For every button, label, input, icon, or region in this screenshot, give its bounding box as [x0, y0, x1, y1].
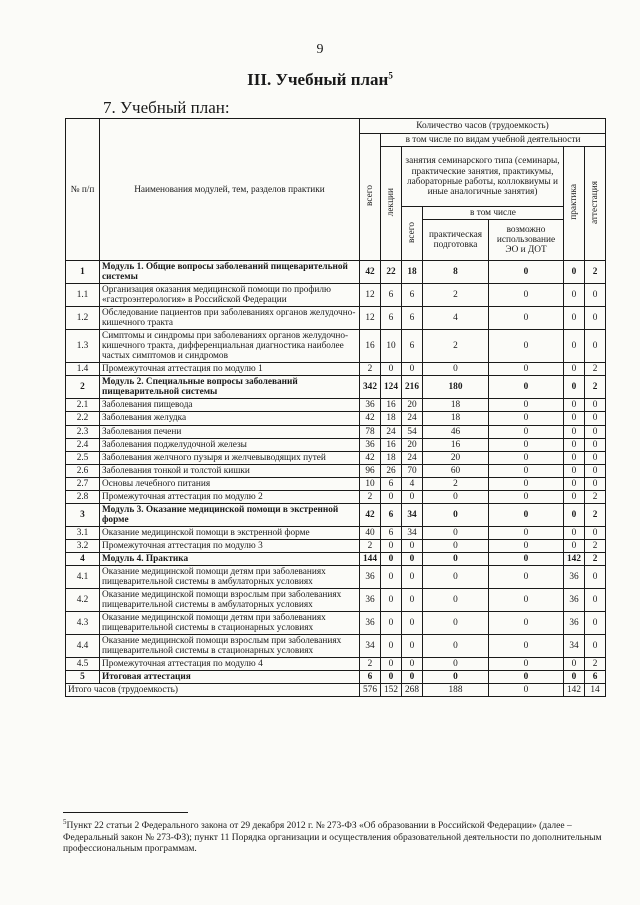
row-attestation: 0 [585, 438, 606, 451]
row-name: Оказание медицинской помощи взрослым при заболеваниях пищеварительной системы в стационарных условиях [100, 635, 360, 658]
table-row [66, 635, 606, 658]
header-practice [564, 147, 585, 261]
row-attestation: 2 [585, 363, 606, 376]
total-practice: 142 [564, 684, 585, 697]
row-attestation: 6 [585, 671, 606, 684]
page-number: 9 [316, 42, 324, 57]
table-row [66, 412, 606, 425]
row-practical: 20 [423, 451, 489, 464]
row-practice: 36 [564, 611, 585, 634]
row-practical: 18 [423, 399, 489, 412]
row-total: 42 [360, 261, 381, 284]
row-total: 36 [360, 611, 381, 634]
row-seminar: 6 [402, 307, 423, 330]
header-attestation-text: аттестация [590, 180, 600, 224]
row-remote: 0 [489, 330, 564, 363]
row-remote: 0 [489, 658, 564, 671]
table-row [66, 611, 606, 634]
row-seminar: 216 [402, 376, 423, 399]
row-remote: 0 [489, 363, 564, 376]
plan-heading: 7. Учебный план: [103, 98, 230, 117]
row-seminar: 6 [402, 330, 423, 363]
row-remote: 0 [489, 671, 564, 684]
row-name: Модуль 4. Практика [100, 552, 360, 565]
row-total: 34 [360, 635, 381, 658]
row-attestation: 0 [585, 284, 606, 307]
row-total: 12 [360, 284, 381, 307]
row-total: 36 [360, 399, 381, 412]
header-practical: практическая подготовка [423, 220, 489, 261]
row-total: 96 [360, 464, 381, 477]
row-seminar: 24 [402, 451, 423, 464]
row-practical: 180 [423, 376, 489, 399]
header-all [360, 134, 381, 261]
row-attestation: 0 [585, 635, 606, 658]
table-body [66, 261, 606, 684]
footnote [63, 818, 608, 855]
row-practical: 0 [423, 490, 489, 503]
row-remote: 0 [489, 376, 564, 399]
table-row [66, 658, 606, 671]
row-practical: 2 [423, 330, 489, 363]
table-row [66, 399, 606, 412]
row-remote: 0 [489, 284, 564, 307]
row-practical: 0 [423, 658, 489, 671]
row-seminar: 0 [402, 552, 423, 565]
row-name: Модуль 3. Оказание медицинской помощи в экстренной форме [100, 503, 360, 526]
row-practice: 0 [564, 671, 585, 684]
row-practice: 36 [564, 588, 585, 611]
row-attestation: 2 [585, 539, 606, 552]
row-remote: 0 [489, 611, 564, 634]
row-remote: 0 [489, 588, 564, 611]
total-practical: 188 [423, 684, 489, 697]
row-attestation: 2 [585, 658, 606, 671]
row-num: 4.1 [66, 565, 100, 588]
row-name: Основы лечебного питания [100, 477, 360, 490]
row-lectures: 0 [381, 658, 402, 671]
table-row [66, 490, 606, 503]
row-seminar: 0 [402, 490, 423, 503]
row-num: 4.5 [66, 658, 100, 671]
row-practice: 0 [564, 330, 585, 363]
row-lectures: 6 [381, 503, 402, 526]
row-remote: 0 [489, 526, 564, 539]
total-all: 576 [360, 684, 381, 697]
row-practical: 2 [423, 477, 489, 490]
row-remote: 0 [489, 451, 564, 464]
row-name: Заболевания желудка [100, 412, 360, 425]
row-name: Промежуточная аттестация по модулю 1 [100, 363, 360, 376]
row-lectures: 22 [381, 261, 402, 284]
curriculum-table [65, 118, 606, 697]
row-practical: 0 [423, 671, 489, 684]
row-practical: 8 [423, 261, 489, 284]
row-practice: 0 [564, 363, 585, 376]
row-practice: 0 [564, 399, 585, 412]
table-row [66, 539, 606, 552]
header-name: Наименования модулей, тем, разделов практики [100, 119, 360, 261]
row-name: Заболевания желчного пузыря и желчевыводящих путей [100, 451, 360, 464]
row-num: 1.2 [66, 307, 100, 330]
row-remote: 0 [489, 412, 564, 425]
row-num: 2.7 [66, 477, 100, 490]
header-lectures-text: лекции [385, 187, 396, 217]
row-attestation: 0 [585, 565, 606, 588]
row-practice: 0 [564, 376, 585, 399]
row-lectures: 124 [381, 376, 402, 399]
row-total: 78 [360, 425, 381, 438]
row-name: Заболевания поджелудочной железы [100, 438, 360, 451]
row-total: 2 [360, 490, 381, 503]
row-lectures: 0 [381, 611, 402, 634]
row-num: 2 [66, 376, 100, 399]
row-lectures: 6 [381, 307, 402, 330]
row-lectures: 6 [381, 284, 402, 307]
table-row [66, 565, 606, 588]
row-lectures: 0 [381, 539, 402, 552]
footnote-reference: 5 [388, 70, 393, 81]
row-num: 4.3 [66, 611, 100, 634]
row-lectures: 0 [381, 565, 402, 588]
row-total: 12 [360, 307, 381, 330]
row-lectures: 0 [381, 588, 402, 611]
row-attestation: 0 [585, 412, 606, 425]
row-remote: 0 [489, 503, 564, 526]
row-num: 4.2 [66, 588, 100, 611]
header-incl: в том числе [423, 207, 564, 220]
row-lectures: 16 [381, 438, 402, 451]
row-total: 42 [360, 412, 381, 425]
row-practice: 0 [564, 284, 585, 307]
table-row [66, 464, 606, 477]
row-practical: 0 [423, 588, 489, 611]
row-practice: 36 [564, 565, 585, 588]
row-total: 36 [360, 565, 381, 588]
row-attestation: 2 [585, 490, 606, 503]
row-practical: 0 [423, 363, 489, 376]
row-total: 10 [360, 477, 381, 490]
row-attestation: 0 [585, 451, 606, 464]
row-seminar: 4 [402, 477, 423, 490]
row-practical: 0 [423, 503, 489, 526]
row-seminar: 0 [402, 671, 423, 684]
row-name: Модуль 1. Общие вопросы заболеваний пищеварительной системы [100, 261, 360, 284]
row-remote: 0 [489, 477, 564, 490]
header-num: № п/п [66, 119, 100, 261]
row-name: Оказание медицинской помощи детям при заболеваниях пищеварительной системы в амбулаторных условиях [100, 565, 360, 588]
row-practical: 16 [423, 438, 489, 451]
row-attestation: 0 [585, 611, 606, 634]
row-num: 2.3 [66, 425, 100, 438]
table-row [66, 284, 606, 307]
row-practice: 0 [564, 438, 585, 451]
row-lectures: 0 [381, 671, 402, 684]
row-name: Заболевания печени [100, 425, 360, 438]
row-practice: 0 [564, 261, 585, 284]
row-seminar: 20 [402, 438, 423, 451]
section-title-text: III. Учебный план [247, 70, 389, 89]
row-num: 4 [66, 552, 100, 565]
row-num: 2.5 [66, 451, 100, 464]
row-practice: 0 [564, 503, 585, 526]
row-num: 2.4 [66, 438, 100, 451]
row-lectures: 24 [381, 425, 402, 438]
table-row [66, 451, 606, 464]
row-lectures: 10 [381, 330, 402, 363]
row-num: 1.3 [66, 330, 100, 363]
total-label: Итого часов (трудоемкость) [66, 684, 360, 697]
row-total: 40 [360, 526, 381, 539]
header-seminar-all-text: всего [406, 221, 417, 243]
row-attestation: 0 [585, 307, 606, 330]
table-row [66, 552, 606, 565]
row-practical: 0 [423, 552, 489, 565]
row-attestation: 0 [585, 464, 606, 477]
row-name: Итоговая аттестация [100, 671, 360, 684]
row-num: 3.2 [66, 539, 100, 552]
row-attestation: 0 [585, 477, 606, 490]
table-row [66, 376, 606, 399]
row-practice: 0 [564, 490, 585, 503]
row-seminar: 54 [402, 425, 423, 438]
table-row [66, 503, 606, 526]
table-footer [66, 684, 606, 697]
row-attestation: 2 [585, 376, 606, 399]
total-attestation: 14 [585, 684, 606, 697]
table-row [66, 671, 606, 684]
row-remote: 0 [489, 399, 564, 412]
row-practice: 0 [564, 425, 585, 438]
row-attestation: 2 [585, 503, 606, 526]
row-practical: 0 [423, 526, 489, 539]
row-remote: 0 [489, 425, 564, 438]
row-practical: 0 [423, 565, 489, 588]
row-seminar: 0 [402, 565, 423, 588]
row-seminar: 18 [402, 261, 423, 284]
row-lectures: 0 [381, 552, 402, 565]
row-total: 42 [360, 451, 381, 464]
row-attestation: 2 [585, 552, 606, 565]
table-row [66, 363, 606, 376]
row-seminar: 0 [402, 363, 423, 376]
row-seminar: 34 [402, 503, 423, 526]
header-attestation [585, 147, 606, 261]
row-practical: 0 [423, 635, 489, 658]
row-practical: 0 [423, 539, 489, 552]
row-lectures: 6 [381, 477, 402, 490]
table-row [66, 425, 606, 438]
row-num: 1 [66, 261, 100, 284]
header-lectures [381, 147, 402, 261]
row-attestation: 0 [585, 399, 606, 412]
row-name: Промежуточная аттестация по модулю 3 [100, 539, 360, 552]
row-practical: 4 [423, 307, 489, 330]
table-header [66, 119, 606, 261]
row-practice: 0 [564, 539, 585, 552]
row-seminar: 0 [402, 635, 423, 658]
row-lectures: 18 [381, 412, 402, 425]
row-total: 2 [360, 658, 381, 671]
row-total: 6 [360, 671, 381, 684]
row-num: 3.1 [66, 526, 100, 539]
table-row [66, 477, 606, 490]
row-seminar: 34 [402, 526, 423, 539]
row-practice: 0 [564, 526, 585, 539]
row-seminar: 24 [402, 412, 423, 425]
row-lectures: 0 [381, 635, 402, 658]
row-name: Оказание медицинской помощи детям при заболеваниях пищеварительной системы в стационарных условиях [100, 611, 360, 634]
header-total-hours: Количество часов (трудоемкость) [360, 119, 606, 134]
row-total: 342 [360, 376, 381, 399]
header-by-type: в том числе по видам учебной деятельности [381, 134, 606, 147]
row-num: 2.8 [66, 490, 100, 503]
row-practical: 46 [423, 425, 489, 438]
row-name: Модуль 2. Специальные вопросы заболеваний пищеварительной системы [100, 376, 360, 399]
header-seminar: занятия семинарского типа (семинары, практические занятия, практикумы, лабораторные работы, коллоквиумы и иные аналогичные занятия) [402, 147, 564, 207]
total-lectures: 152 [381, 684, 402, 697]
footnote-divider [63, 812, 188, 813]
row-lectures: 18 [381, 451, 402, 464]
row-seminar: 0 [402, 588, 423, 611]
row-practical: 2 [423, 284, 489, 307]
row-practice: 142 [564, 552, 585, 565]
row-lectures: 6 [381, 526, 402, 539]
total-remote: 0 [489, 684, 564, 697]
row-practice: 0 [564, 451, 585, 464]
row-seminar: 20 [402, 399, 423, 412]
row-total: 16 [360, 330, 381, 363]
row-name: Промежуточная аттестация по модулю 4 [100, 658, 360, 671]
row-attestation: 0 [585, 425, 606, 438]
header-seminar-all [402, 207, 423, 261]
row-seminar: 0 [402, 611, 423, 634]
row-num: 5 [66, 671, 100, 684]
row-practical: 18 [423, 412, 489, 425]
row-name: Обследование пациентов при заболеваниях органов желудочно-кишечного тракта [100, 307, 360, 330]
row-num: 4.4 [66, 635, 100, 658]
header-practice-text: практика [568, 184, 579, 220]
total-row [66, 684, 606, 697]
row-attestation: 2 [585, 261, 606, 284]
row-name: Заболевания пищевода [100, 399, 360, 412]
section-title [0, 70, 640, 90]
row-name: Симптомы и синдромы при заболеваниях органов желудочно-кишечного тракта, дифференциальная диагностика наиболее частых симптомов и синдромов [100, 330, 360, 363]
row-practice: 0 [564, 412, 585, 425]
row-seminar: 6 [402, 284, 423, 307]
row-practical: 60 [423, 464, 489, 477]
row-total: 2 [360, 363, 381, 376]
row-practice: 0 [564, 477, 585, 490]
row-total: 36 [360, 438, 381, 451]
row-attestation: 0 [585, 526, 606, 539]
total-seminar: 268 [402, 684, 423, 697]
row-num: 1.4 [66, 363, 100, 376]
table-row [66, 330, 606, 363]
row-total: 2 [360, 539, 381, 552]
table-row [66, 526, 606, 539]
row-name: Оказание медицинской помощи взрослым при заболеваниях пищеварительной системы в амбулаторных условиях [100, 588, 360, 611]
row-attestation: 0 [585, 330, 606, 363]
row-remote: 0 [489, 307, 564, 330]
row-seminar: 0 [402, 658, 423, 671]
row-practice: 0 [564, 307, 585, 330]
row-seminar: 0 [402, 539, 423, 552]
row-total: 144 [360, 552, 381, 565]
footnote-text: Пункт 22 статьи 2 Федерального закона от 29 декабря 2012 г. № 273-ФЗ «Об образовании в Российской Федерации» (далее – Федеральный закон № 273-ФЗ); пункт 11 Порядка организации и осуществления образовательной деятельности по дополнительным профессиональным программам. [63, 821, 602, 854]
row-remote: 0 [489, 464, 564, 477]
table-row [66, 261, 606, 284]
row-num: 2.1 [66, 399, 100, 412]
row-name: Оказание медицинской помощи в экстренной форме [100, 526, 360, 539]
row-remote: 0 [489, 635, 564, 658]
row-name: Промежуточная аттестация по модулю 2 [100, 490, 360, 503]
row-seminar: 70 [402, 464, 423, 477]
row-num: 1.1 [66, 284, 100, 307]
row-name: Организация оказания медицинской помощи по профилю «гастроэнтерология» в Российской Федерации [100, 284, 360, 307]
row-practice: 0 [564, 464, 585, 477]
row-remote: 0 [489, 539, 564, 552]
row-name: Заболевания тонкой и толстой кишки [100, 464, 360, 477]
row-remote: 0 [489, 438, 564, 451]
row-practice: 0 [564, 658, 585, 671]
row-remote: 0 [489, 552, 564, 565]
header-all-text: всего [364, 185, 375, 206]
row-practice: 34 [564, 635, 585, 658]
table-row [66, 438, 606, 451]
row-remote: 0 [489, 261, 564, 284]
row-attestation: 0 [585, 588, 606, 611]
row-num: 2.2 [66, 412, 100, 425]
header-remote: возможно использование ЭО и ДОТ [489, 220, 564, 261]
row-lectures: 0 [381, 490, 402, 503]
row-lectures: 16 [381, 399, 402, 412]
footnote-mark: 5 [63, 818, 67, 826]
row-total: 42 [360, 503, 381, 526]
row-total: 36 [360, 588, 381, 611]
row-practical: 0 [423, 611, 489, 634]
row-lectures: 0 [381, 363, 402, 376]
row-remote: 0 [489, 490, 564, 503]
row-remote: 0 [489, 565, 564, 588]
row-num: 2.6 [66, 464, 100, 477]
table-row [66, 307, 606, 330]
table-row [66, 588, 606, 611]
row-num: 3 [66, 503, 100, 526]
row-lectures: 26 [381, 464, 402, 477]
